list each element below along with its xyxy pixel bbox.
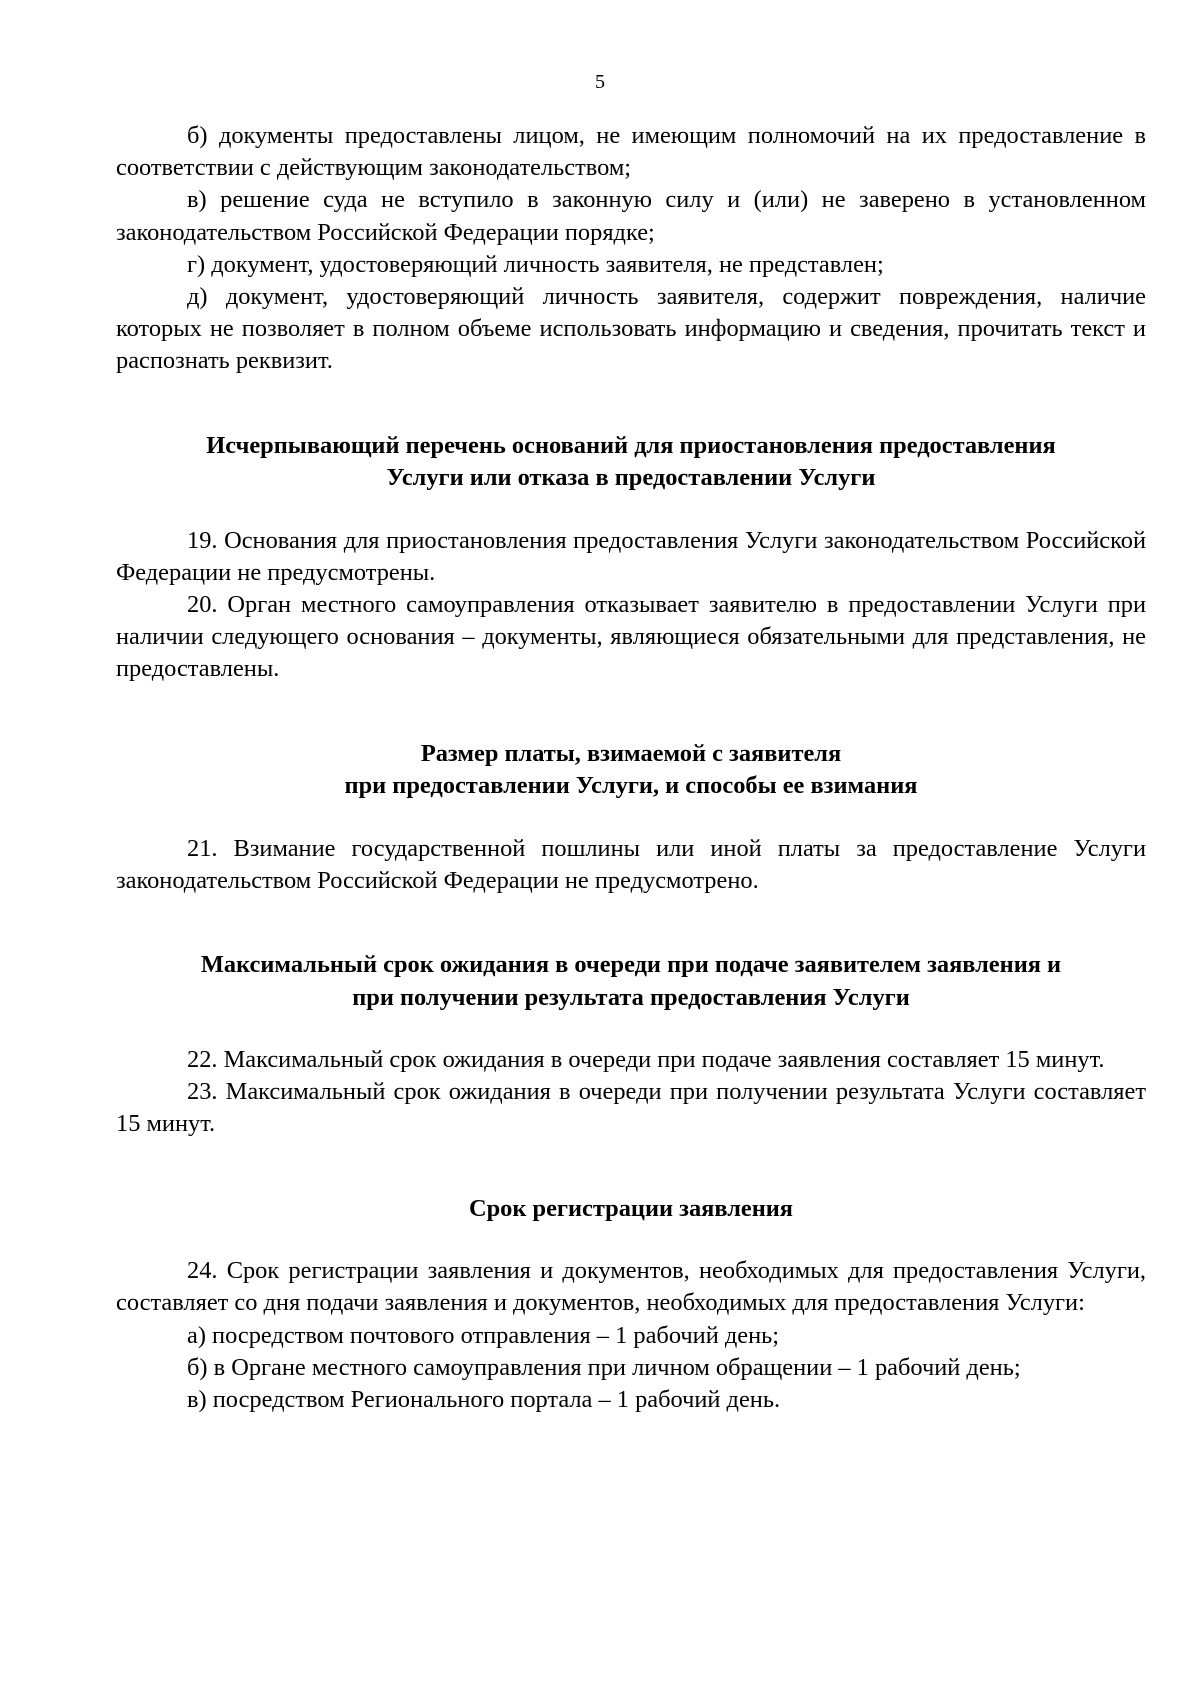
section-spacer bbox=[116, 686, 1146, 738]
page-number: 5 bbox=[595, 71, 605, 93]
section-spacer bbox=[116, 897, 1146, 949]
paragraph: а) посредством почтового отправления – 1 рабочий день; bbox=[187, 1321, 780, 1349]
section-spacer bbox=[116, 1141, 1146, 1193]
section-heading bbox=[116, 430, 1146, 495]
section-spacer bbox=[116, 803, 1146, 833]
section-heading-line: при получении результата предоставления Услуги bbox=[352, 983, 910, 1011]
paragraph: б) документы предоставлены лицом, не имеющим полномочий на их предоставление в соответствии с действующим законодательством; bbox=[116, 122, 1146, 182]
paragraph: 19. Основания для приостановления предоставления Услуги законодательством Российской Федерации не предусмотрены. bbox=[116, 526, 1146, 586]
paragraph: д) документ, удостоверяющий личность заявителя, содержит повреждения, наличие которых не позволяет в полном объеме использовать информацию и сведения, прочитать текст и распознать реквизит. bbox=[116, 283, 1146, 375]
paragraph: г) документ, удостоверяющий личность заявителя, не представлен; bbox=[187, 250, 884, 278]
section-spacer bbox=[116, 1014, 1146, 1044]
paragraph: в) посредством Регионального портала – 1 рабочий день. bbox=[187, 1385, 781, 1413]
section-heading bbox=[116, 1193, 1146, 1226]
section-heading-line: Максимальный срок ожидания в очереди при подаче заявителем заявления и bbox=[200, 951, 1062, 979]
paragraph: 20. Орган местного самоуправления отказывает заявителю в предоставлении Услуги при наличии следующего основания – документы, являющиеся обязательными для представления, не предоставлены. bbox=[116, 591, 1146, 683]
section-spacer bbox=[116, 495, 1146, 525]
section-spacer bbox=[116, 378, 1146, 430]
paragraph: б) в Органе местного самоуправления при личном обращении – 1 рабочий день; bbox=[187, 1353, 1021, 1381]
section-heading-line: Размер платы, взимаемой с заявителя bbox=[420, 739, 842, 767]
section-heading-line: Услуги или отказа в предоставлении Услуги bbox=[386, 464, 876, 492]
paragraph: 22. Максимальный срок ожидания в очереди при подаче заявления составляет 15 минут. bbox=[187, 1046, 1105, 1074]
section-heading-line: Срок регистрации заявления bbox=[468, 1194, 794, 1222]
paragraph: 21. Взимание государственной пошлины или иной платы за предоставление Услуги законодательством Российской Федерации не предусмотрено. bbox=[116, 834, 1146, 894]
section-heading bbox=[116, 949, 1146, 1014]
section-heading bbox=[116, 738, 1146, 803]
paragraph: в) решение суда не вступило в законную силу и (или) не заверено в установленном законодательством Российской Федерации порядке; bbox=[116, 186, 1146, 246]
section-heading-line: Исчерпывающий перечень оснований для приостановления предоставления bbox=[206, 431, 1056, 459]
paragraph: 24. Срок регистрации заявления и документов, необходимых для предоставления Услуги, составляет со дня подачи заявления и документов, необходимых для предоставления Услуги: bbox=[116, 1257, 1146, 1317]
paragraph: 23. Максимальный срок ожидания в очереди при получении результата Услуги составляет 15 минут. bbox=[116, 1078, 1146, 1138]
section-heading-line: при предоставлении Услуги, и способы ее взимания bbox=[344, 772, 918, 800]
document-body bbox=[116, 120, 1146, 1416]
section-spacer bbox=[116, 1225, 1146, 1255]
